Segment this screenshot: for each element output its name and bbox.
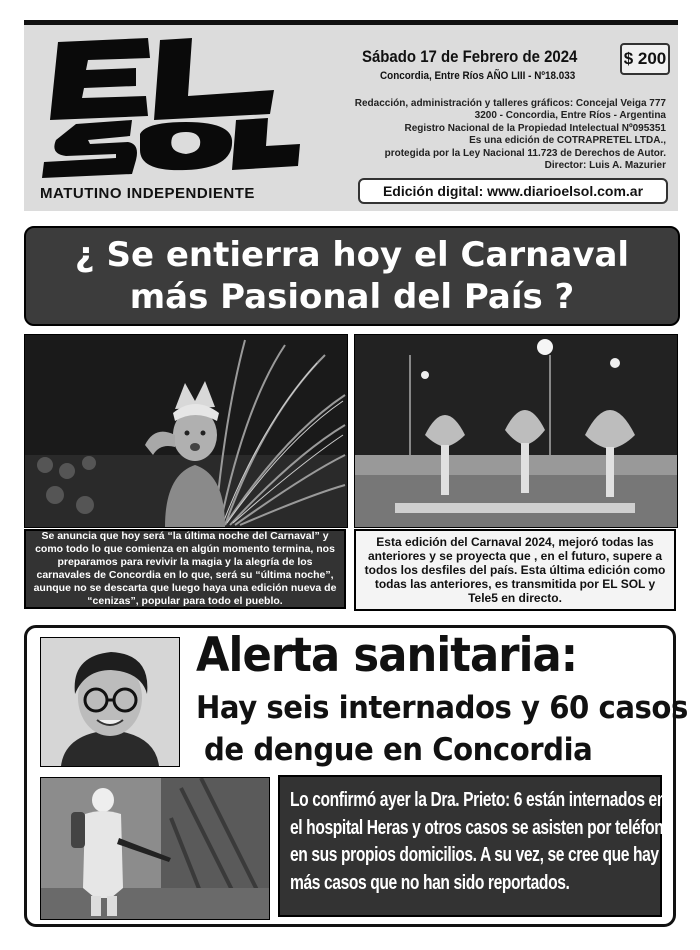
imprint-line: protegida por la Ley Nacional 11.723 de Derechos de Autor. xyxy=(384,147,666,159)
story-subhead: Hay seis internados y 60 casos xyxy=(196,690,688,726)
carnival-parade-photo xyxy=(354,334,678,528)
imprint-line: Registro Nacional de la Propiedad Intelectual Nº095351 xyxy=(404,122,666,134)
doctor-portrait-photo xyxy=(40,637,180,767)
story-subhead: de dengue en Concordia xyxy=(204,732,593,768)
story-body-line: en sus propios domicilios. A su vez, se cree que hay xyxy=(290,844,659,866)
lead-headline-line: más Pasional del País ? xyxy=(129,277,575,317)
imprint-line: 3200 - Concordia, Entre Ríos - Argentina xyxy=(474,110,666,122)
fumigation-worker-photo xyxy=(40,777,270,920)
lead-headline-box xyxy=(24,226,680,326)
story-headline: Alerta sanitaria: xyxy=(196,628,578,683)
tagline: MATUTINO INDEPENDIENTE xyxy=(40,185,255,202)
issue-place-number: Concordia, Entre Ríos AÑO LIII - Nº18.033 xyxy=(380,70,576,82)
story-body-line: Lo confirmó ayer la Dra. Prieto: 6 están internados en xyxy=(290,789,666,811)
carnival-caption-right: Esta edición del Carnaval 2024, mejoró todas las anteriores y se proyecta que , en el futuro, supere a todos los desfiles del país. Esta última edición como todas las anteriores, es transmitida por EL SOL y Tele5 en directo. xyxy=(354,529,676,611)
digital-edition-link[interactable]: Edición digital: www.diarioelsol.com.ar xyxy=(358,178,668,204)
issue-date: Sábado 17 de Febrero de 2024 xyxy=(362,47,578,66)
carnival-caption-left: Se anuncia que hoy será “la última noche del Carnaval” y como todo lo que comienza en algún momento termina, nos preparamos para revivir la magia y la alegría de los carnavales de Concordia en lo que, será su “última noche”, aunque no se descarta que luego haya una edición nueva de “cenizas”, popular para todo el pueblo. xyxy=(24,529,346,609)
imprint-line: Redacción, administración y talleres gráficos: Concejal Veiga 777 xyxy=(354,98,666,109)
story-body-line: el hospital Heras y otros casos se asisten por teléfono xyxy=(290,816,673,839)
imprint-line: Director: Luis A. Mazurier xyxy=(544,160,666,172)
story-body-line: más casos que no han sido reportados. xyxy=(290,871,570,894)
price-badge: $ 200 xyxy=(620,43,670,75)
imprint-line: Es una edición de COTRAPRETEL LTDA., xyxy=(469,135,666,147)
carnival-queen-photo xyxy=(24,334,348,528)
story-body xyxy=(278,775,673,917)
imprint-block xyxy=(355,98,666,172)
lead-headline xyxy=(75,234,629,318)
lead-headline-line: ¿ Se entierra hoy el Carnaval xyxy=(74,235,630,275)
el-sol-logo xyxy=(36,36,306,180)
